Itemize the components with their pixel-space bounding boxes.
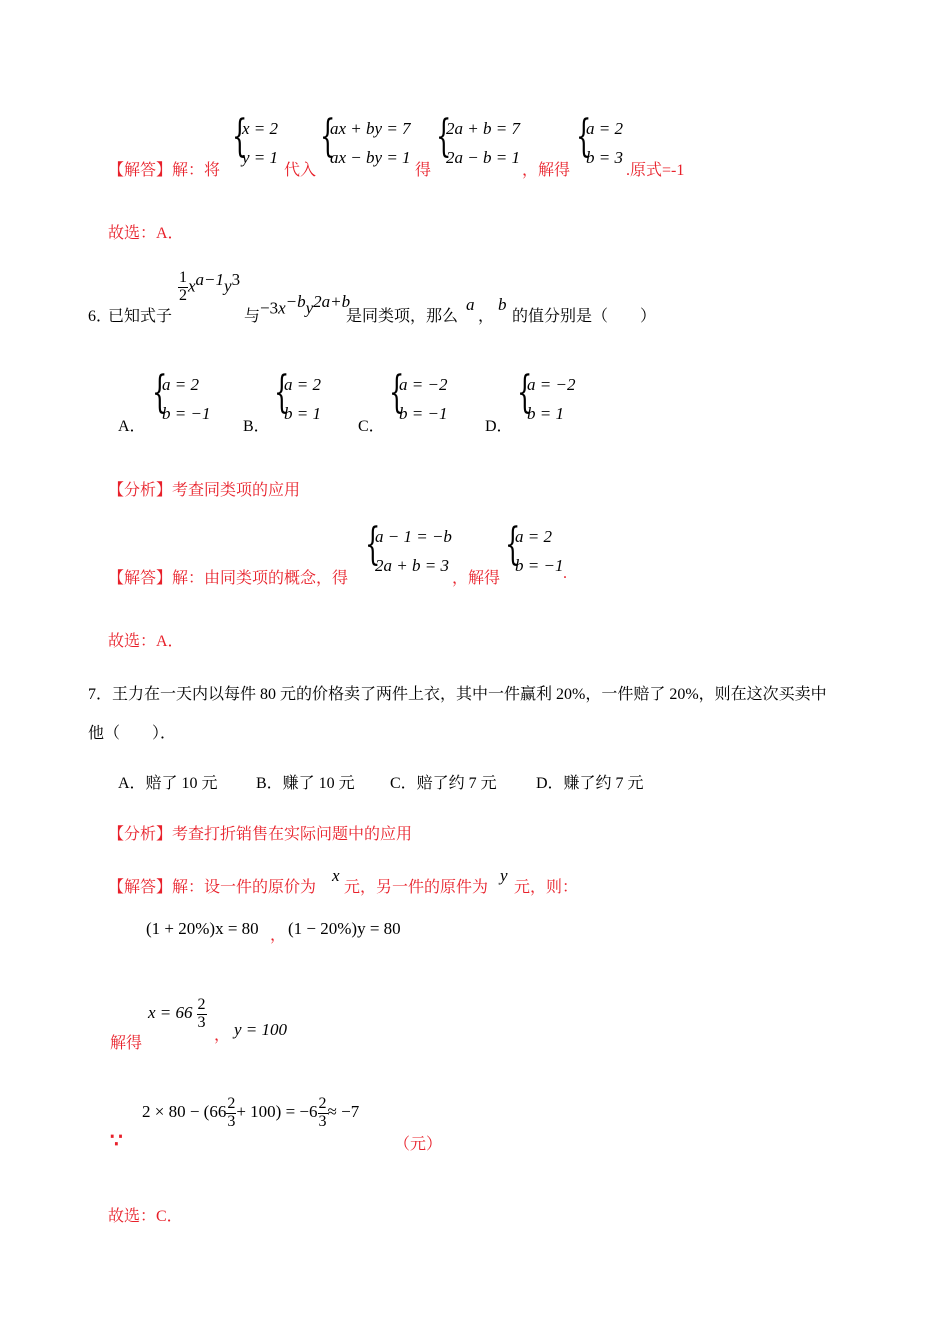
- q7-calc-part-3: ≈ −7: [327, 1101, 360, 1121]
- q5-solution-text-1: 解：将: [172, 162, 221, 179]
- q7-x-value: [148, 997, 207, 1032]
- q6-fraction: [178, 270, 188, 305]
- q5-solution-line: [108, 157, 220, 180]
- q7-solution-text-1: 解：设一件的原价为: [172, 879, 317, 896]
- q7-calc-frac2-den: 3: [318, 1112, 327, 1130]
- q6-option-c-line-2: b = −1: [399, 404, 448, 423]
- q7-analysis-tag: 【分析】: [108, 826, 173, 843]
- q7-x-frac-num: 2: [197, 996, 206, 1013]
- q5-system-3-line-1: 2a + b = 7: [446, 119, 520, 138]
- q6-option-b-label: B．: [243, 418, 270, 435]
- q7-x-value-text: x = 66: [148, 1002, 193, 1022]
- q5-system-3-line-2: 2a − b = 1: [446, 148, 520, 167]
- brace-icon: {: [436, 111, 452, 162]
- q7-equation-separator: ，: [270, 927, 287, 944]
- brace-icon: {: [389, 367, 405, 418]
- q6-stem-4: 的值分别是（ ）: [512, 308, 657, 325]
- q6-solution-system-1-line-1: a − 1 = −b: [375, 527, 452, 546]
- q7-analysis-text: 考查打折销售在实际问题中的应用: [172, 826, 413, 843]
- q6-term-1: [178, 270, 240, 305]
- q7-option-d: D．赚了约 7 元: [536, 775, 644, 792]
- q6-stem-3: 是同类项，那么: [346, 308, 459, 325]
- q7-calc-fraction-2: [318, 1096, 328, 1131]
- q6-term2-coef: −3: [260, 298, 279, 318]
- q5-system-1-line-2: y = 1: [242, 148, 279, 167]
- q6-solution-system-2-line-2: b = −1: [515, 556, 564, 575]
- brace-icon: {: [320, 111, 336, 162]
- q6-solution-text-1: 解：由同类项的概念，得: [172, 570, 349, 587]
- q6-solution-line: [108, 565, 348, 588]
- q6-solution-system-2-line-1: a = 2: [515, 527, 552, 546]
- q6-stem-1: 已知式子: [108, 308, 173, 325]
- q6-analysis-text: 考查同类项的应用: [172, 482, 301, 499]
- q7-calc-part-1: 2 × 80 − (66: [142, 1101, 227, 1121]
- q6-term1-y: y: [224, 276, 232, 296]
- q6-option-c-line-1: a = −2: [399, 375, 448, 394]
- q5-system-4-line-2: b = 3: [586, 148, 623, 167]
- q6-var-a: a: [466, 295, 475, 314]
- q6-comma: ，: [478, 308, 495, 325]
- q6-number: 6．: [88, 308, 113, 325]
- brace-icon: {: [517, 367, 533, 418]
- q6-term1-yexp: 3: [231, 270, 241, 289]
- q6-term1-x: x: [188, 276, 196, 296]
- q5-system-4-line-1: a = 2: [586, 119, 623, 138]
- q6-option-d-line-1: a = −2: [527, 375, 576, 394]
- q5-system-2-line-1: ax + by = 7: [330, 119, 411, 138]
- q7-calc-frac1-den: 3: [227, 1112, 236, 1130]
- q7-calc-part-2: + 100) = −6: [236, 1101, 318, 1121]
- q6-answer: 故选：A．: [108, 633, 184, 650]
- q6-analysis-tag: 【分析】: [108, 482, 173, 499]
- q7-calc-frac2-num: 2: [318, 1095, 327, 1112]
- q6-option-b-line-2: b = 1: [284, 404, 321, 423]
- q7-stem-line-1: [88, 681, 827, 704]
- q6-solution-text-3: .: [563, 565, 567, 582]
- q5-solution-text-4: ，解得: [522, 162, 571, 179]
- q5-solution-text-3: 得: [415, 162, 432, 179]
- q7-option-b: B．赚了 10 元: [256, 775, 355, 792]
- q7-solution-text-3: 元，则：: [514, 879, 579, 896]
- q5-solution-text-2: 代入: [284, 162, 317, 179]
- q7-equation-1: (1 + 20%)x = 80: [146, 919, 259, 938]
- q7-calculation: [142, 1096, 359, 1131]
- q7-x-value-fraction: [197, 997, 207, 1032]
- q6-option-a-line-2: b = −1: [162, 404, 211, 423]
- q6-option-c-label: C．: [358, 418, 385, 435]
- q7-value-separator: ，: [214, 1027, 231, 1044]
- q6-term-2: [260, 292, 350, 318]
- q7-y-value: y = 100: [234, 1020, 288, 1039]
- q7-calc-fraction-1: [226, 1096, 236, 1131]
- brace-icon: {: [365, 519, 381, 570]
- brace-icon: {: [274, 367, 290, 418]
- q6-solution-tag: 【解答】: [108, 570, 173, 587]
- q7-number: 7．: [88, 686, 113, 703]
- brace-icon: {: [505, 519, 521, 570]
- q6-term2-y: y: [305, 298, 314, 318]
- q7-var-y: y: [500, 866, 508, 885]
- q6-term1-xexp: a−1: [195, 270, 225, 289]
- q7-equation-2: (1 − 20%)y = 80: [288, 919, 401, 938]
- q6-term2-yexp: 2a+b: [313, 292, 351, 311]
- q6-fraction-den: 2: [179, 287, 187, 305]
- q5-solution-text-5: .原式=-1: [626, 162, 685, 179]
- brace-icon: {: [576, 111, 592, 162]
- q5-system-2-line-2: ax − by = 1: [330, 148, 411, 167]
- q7-solution-tag: 【解答】: [108, 879, 173, 896]
- brace-icon: {: [152, 367, 168, 418]
- q7-calc-frac1-num: 2: [227, 1095, 236, 1112]
- q7-analysis: [108, 821, 412, 844]
- q6-term2-x: x: [278, 298, 286, 318]
- q7-unit: （元）: [394, 1136, 443, 1153]
- q6-stem-2: 与: [244, 308, 261, 325]
- q7-solution-line: [108, 874, 316, 897]
- q6-option-d-label: D．: [485, 418, 513, 435]
- q5-solution-tag: 【解答】: [108, 162, 173, 179]
- q7-answer: 故选：C．: [108, 1208, 183, 1225]
- q7-stem-text-1: 王力在一天内以每件 80 元的价格卖了两件上衣，其中一件赢利 20%，一件赔了 20%，则在这次买卖中: [112, 686, 827, 703]
- q6-solution-text-2: ，解得: [452, 570, 501, 587]
- q7-option-c: C．赔了约 7 元: [390, 775, 497, 792]
- q6-option-a-line-1: a = 2: [162, 375, 199, 394]
- q7-x-frac-den: 3: [197, 1013, 206, 1031]
- q6-analysis: [108, 477, 300, 500]
- q6-term2-xexp: −b: [285, 292, 306, 311]
- because-icon: ∵: [110, 1130, 123, 1152]
- q7-solution-text-2: 元，另一件的原件为: [344, 879, 489, 896]
- q5-answer: 故选：A．: [108, 225, 184, 242]
- q6-solution-system-1-line-2: 2a + b = 3: [375, 556, 449, 575]
- q6-option-a-label: A．: [118, 418, 146, 435]
- q6-option-d-line-2: b = 1: [527, 404, 564, 423]
- q6-option-b-line-1: a = 2: [284, 375, 321, 394]
- q6-var-b: b: [498, 295, 507, 314]
- q7-stem-line-2: 他（ ）．: [88, 725, 177, 742]
- q5-system-1-line-1: x = 2: [242, 119, 279, 138]
- brace-icon: {: [232, 111, 248, 162]
- q7-option-a: A．赔了 10 元: [118, 775, 218, 792]
- q7-solve-label: 解得: [110, 1035, 143, 1052]
- q6-fraction-num: 1: [179, 269, 187, 287]
- q7-var-x: x: [332, 866, 340, 885]
